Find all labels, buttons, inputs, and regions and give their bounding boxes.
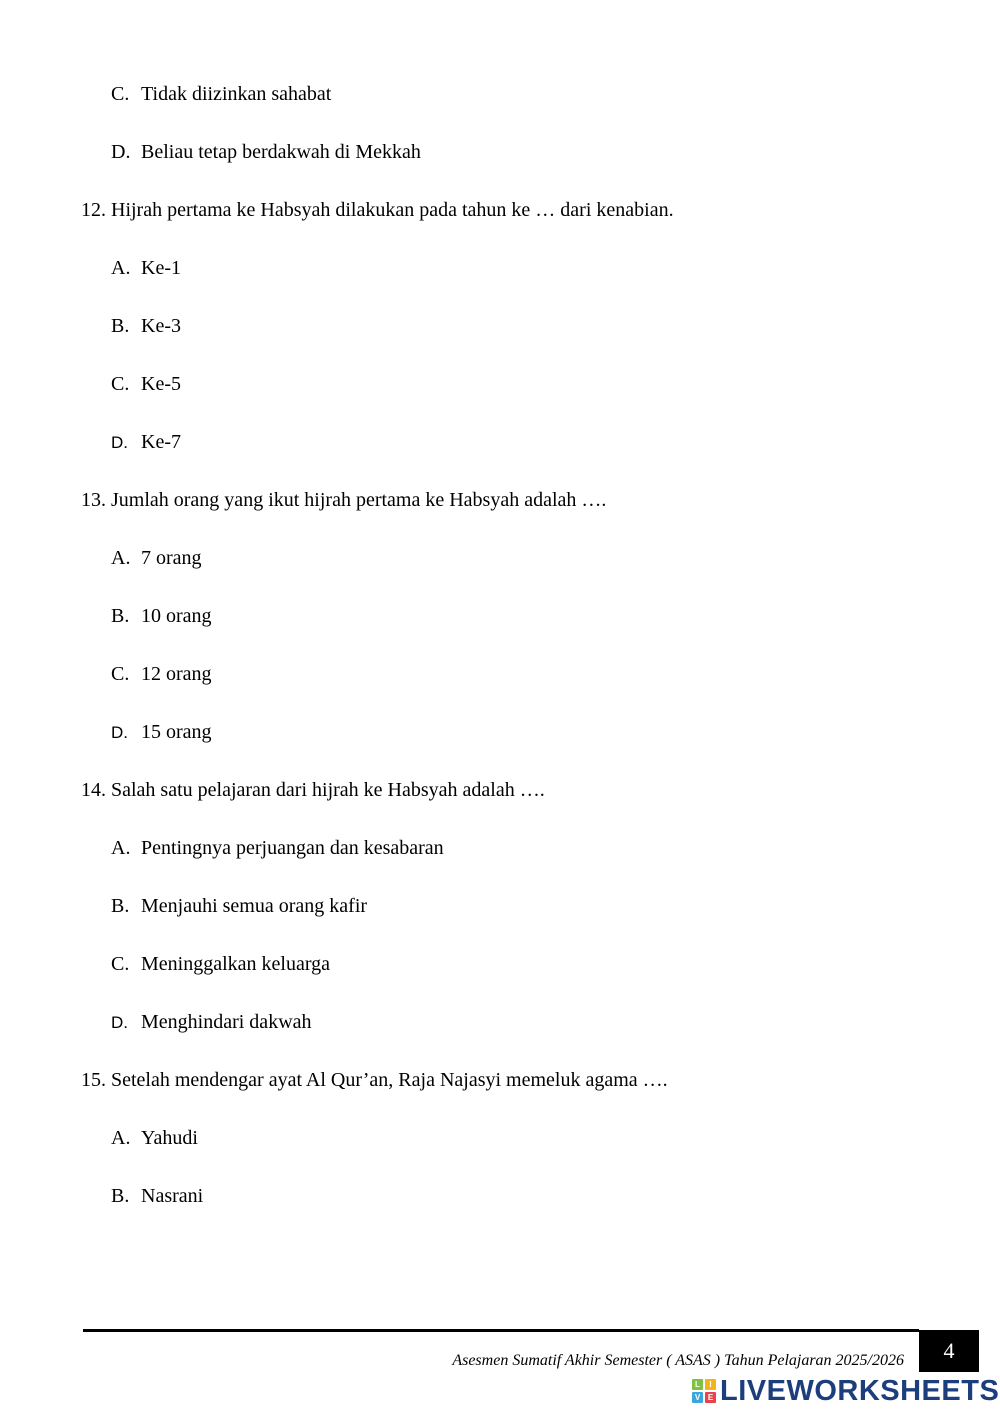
option-letter: B. [111,895,130,917]
option-letter: A. [111,837,131,859]
answer-option [111,952,330,976]
option-text: 15 orang [141,721,212,743]
option-letter: B. [111,315,130,337]
option-text: Ke-5 [141,373,181,395]
answer-option [111,314,181,338]
option-text: Menghindari dakwah [141,1011,312,1033]
footer-divider [83,1329,919,1332]
option-text: Beliau tetap berdakwah di Mekkah [141,141,421,163]
logo-cell-e: E [705,1392,716,1403]
option-letter: A. [111,547,131,569]
answer-option [111,546,202,570]
option-text: Meninggalkan keluarga [141,953,331,975]
footer-title: Asesmen Sumatif Akhir Semester ( ASAS ) Tahun Pelajaran 2025/2026 [452,1352,904,1369]
option-letter: C. [111,83,130,105]
option-letter: A. [111,1127,131,1149]
option-letter: B. [111,1185,130,1207]
option-text: Pentingnya perjuangan dan kesabaran [141,837,444,859]
option-text: 12 orang [141,663,212,685]
option-text: Ke-7 [141,431,181,453]
question-text: 13. Jumlah orang yang ikut hijrah pertama ke Habsyah adalah …. [81,489,607,511]
option-text: Yahudi [141,1127,198,1149]
option-text: Nasrani [141,1185,204,1207]
option-text: 10 orang [141,605,212,627]
option-letter: C. [111,953,130,975]
option-text: Menjauhi semua orang kafir [141,895,368,917]
option-letter: A. [111,257,131,279]
answer-option [111,256,181,280]
liveworksheets-grid-icon [692,1379,716,1403]
logo-cell-l: L [692,1379,703,1390]
answer-option [111,82,331,106]
option-letter: D. [111,1013,128,1032]
option-letter: D. [111,141,131,163]
liveworksheets-logo [692,1375,999,1407]
option-letter: D. [111,433,128,452]
answer-option [111,372,181,396]
answer-option [111,140,421,164]
option-text: Ke-1 [141,257,181,279]
option-letter: B. [111,605,130,627]
answer-option [111,430,181,455]
option-letter: C. [111,373,130,395]
option-letter: C. [111,663,130,685]
answer-option [111,720,212,745]
option-letter: D. [111,723,128,742]
logo-cell-i: I [705,1379,716,1390]
answer-option [111,662,212,686]
answer-option [111,836,444,860]
answer-option [111,604,212,628]
liveworksheets-wordmark: LIVEWORKSHEETS [720,1374,1000,1407]
question-text: 14. Salah satu pelajaran dari hijrah ke Habsyah adalah …. [81,779,545,801]
logo-cell-v: V [692,1392,703,1403]
page-number: 4 [919,1330,979,1372]
question-text: 12. Hijrah pertama ke Habsyah dilakukan pada tahun ke … dari kenabian. [81,199,674,221]
question-text: 15. Setelah mendengar ayat Al Qur’an, Raja Najasyi memeluk agama …. [81,1069,668,1091]
option-text: Ke-3 [141,315,181,337]
answer-option [111,1126,198,1150]
option-text: 7 orang [141,547,202,569]
option-text: Tidak diizinkan sahabat [141,83,332,105]
answer-option [111,1010,312,1035]
answer-option [111,1184,203,1208]
answer-option [111,894,367,918]
